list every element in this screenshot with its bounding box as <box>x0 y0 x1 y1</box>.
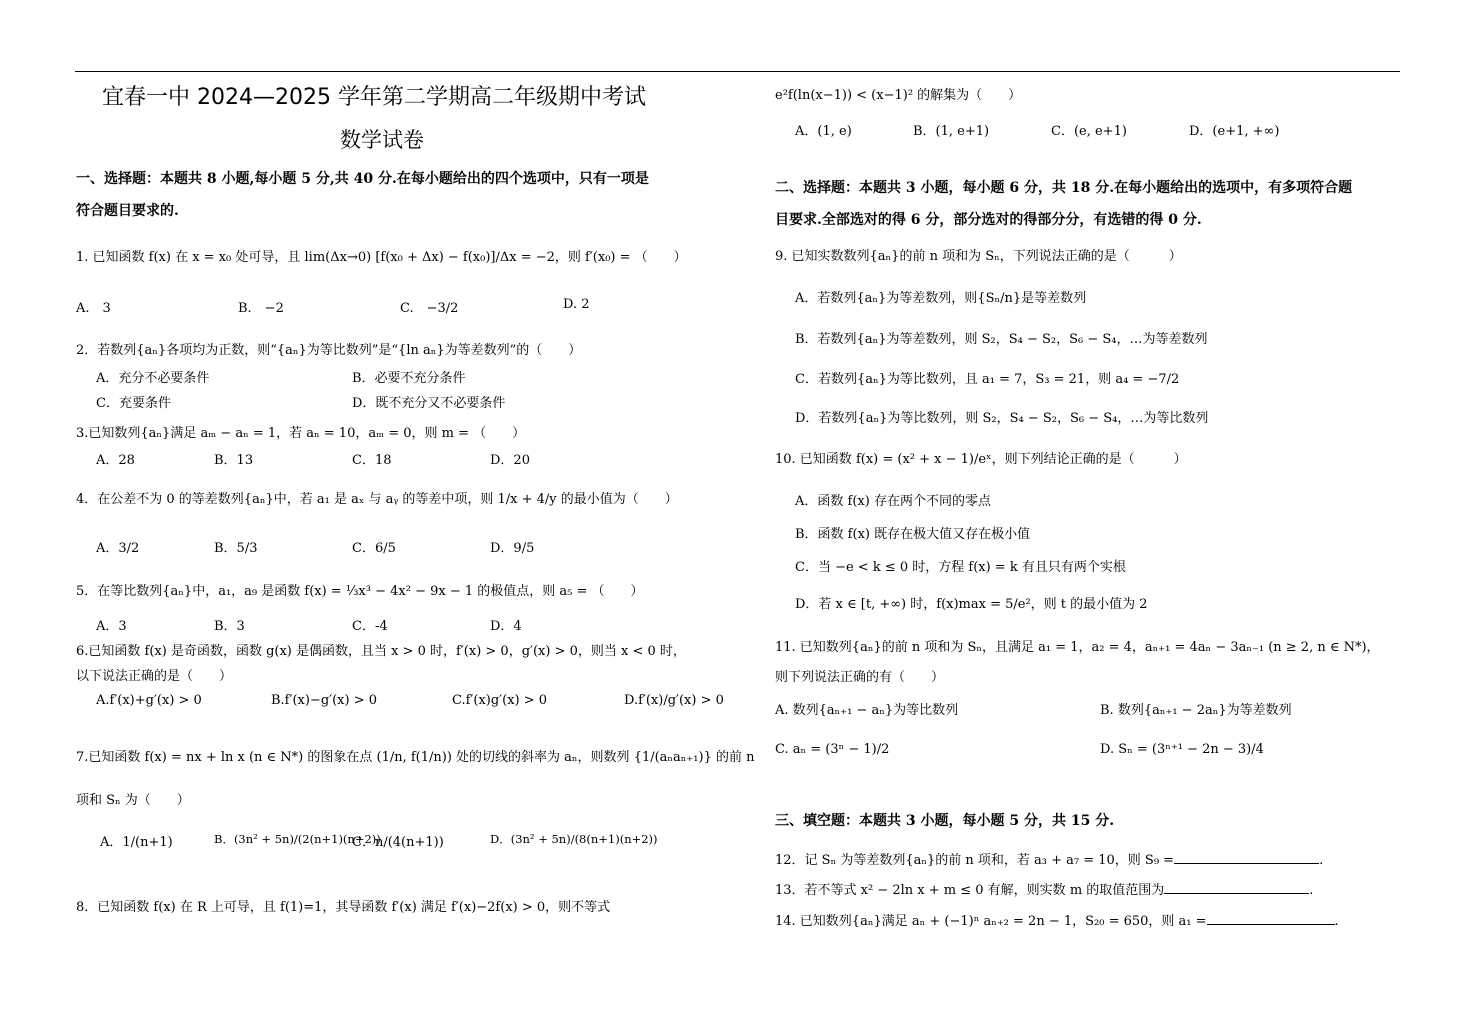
q2-option-d: D．既不充分又不必要条件 <box>352 396 506 411</box>
q10-option-c: C．当 −e < k ≤ 0 时，方程 f(x) = k 有且只有两个实根 <box>795 560 1126 575</box>
q5-option-a: A．3 <box>96 619 127 634</box>
section2-heading-line2: 目要求.全部选对的得 6 分，部分选对的得部分分，有选错的得 0 分. <box>775 212 1202 228</box>
q6-option-d: D.f′(x)/g′(x) > 0 <box>624 693 724 708</box>
q1-option-c: C. −3/2 <box>400 301 459 316</box>
q11-option-d: D. Sₙ = (3ⁿ⁺¹ − 2n − 3)/4 <box>1100 742 1264 757</box>
section3-heading: 三、填空题：本题共 3 小题，每小题 5 分，共 15 分. <box>775 813 1115 829</box>
q7-option-b: B．(3n² + 5n)/(2(n+1)(n+2)) <box>214 832 381 846</box>
q10-option-b: B．函数 f(x) 既存在极大值又存在极小值 <box>795 527 1031 542</box>
q4-option-d: D．9/5 <box>490 541 535 556</box>
q5-option-b: B．3 <box>214 619 245 634</box>
q14-row <box>775 910 1339 929</box>
q11-text-line1: 11. 已知数列{aₙ}的前 n 项和为 Sₙ，且满足 a₁ = 1，a₂ = 4，aₙ₊₁ = 4aₙ − 3aₙ₋₁ (n ≥ 2, n ∈ N*)， <box>775 640 1380 655</box>
q10-option-a: A．函数 f(x) 存在两个不同的零点 <box>795 494 991 509</box>
q8-option-b: B．(1, e+1) <box>913 124 990 139</box>
q6-text-line2: 以下说法正确的是（ ） <box>76 669 233 684</box>
q3-option-c: C．18 <box>352 453 392 468</box>
q14-end: . <box>1334 914 1339 929</box>
q1-text: 1. 已知函数 f(x) 在 x = x₀ 处可导，且 lim(Δx→0) [f(x₀ + Δx) − f(x₀)]/Δx = −2，则 f′(x₀) = （ ） <box>76 250 687 265</box>
q5-option-d: D．4 <box>490 619 522 634</box>
q7-text-line1: 7.已知函数 f(x) = nx + ln x (n ∈ N*) 的图象在点 (1/n, f(1/n)) 处的切线的斜率为 aₙ，则数列 {1/(aₙaₙ₊₁)} 的前 n <box>76 750 755 765</box>
q6-option-c: C.f′(x)g′(x) > 0 <box>452 693 548 708</box>
q9-option-a: A．若数列{aₙ}为等差数列，则{Sₙ/n}是等差数列 <box>795 291 1087 306</box>
section2-heading-line1: 二、选择题：本题共 3 小题，每小题 6 分，共 18 分.在每小题给出的选项中，有多项符合题 <box>775 180 1353 196</box>
q5-text: 5．在等比数列{aₙ}中，a₁，a₉ 是函数 f(x) = ⅓x³ − 4x² − 9x − 1 的极值点，则 a₅ = （ ） <box>76 584 644 599</box>
q9-text: 9. 已知实数数列{aₙ}的前 n 项和为 Sₙ，下列说法正确的是（ ） <box>775 249 1182 264</box>
q12-row <box>775 849 1323 868</box>
exam-subtitle: 数学试卷 <box>340 128 424 152</box>
q7-option-d: D．(3n² + 5n)/(8(n+1)(n+2)) <box>490 832 658 846</box>
q3-text: 3.已知数列{aₙ}满足 aₘ − aₙ = 1，若 aₙ = 10，aₘ = 0，则 m = （ ） <box>76 426 526 441</box>
q5-option-c: C．-4 <box>352 619 388 634</box>
q10-option-d: D．若 x ∈ [t, +∞) 时，f(x)max = 5/e²，则 t 的最小值为 2 <box>795 597 1148 612</box>
q13-answer-blank[interactable] <box>1164 881 1309 894</box>
q11-option-b: B. 数列{aₙ₊₁ − 2aₙ}为等差数列 <box>1100 703 1292 718</box>
q12-text: 12．记 Sₙ 为等差数列{aₙ}的前 n 项和，若 a₃ + a₇ = 10，则 S₉ = <box>775 853 1175 868</box>
q4-option-c: C．6/5 <box>352 541 396 556</box>
q9-option-c: C．若数列{aₙ}为等比数列，且 a₁ = 7，S₃ = 21，则 a₄ = −7/2 <box>795 372 1180 387</box>
q8-option-a: A．(1, e) <box>795 124 852 139</box>
q10-text: 10. 已知函数 f(x) = (x² + x − 1)/eˣ，则下列结论正确的是（ ） <box>775 452 1187 467</box>
q7-option-a: A．1/(n+1) <box>100 835 173 850</box>
q13-end: . <box>1309 883 1314 898</box>
q4-option-b: B．5/3 <box>214 541 258 556</box>
q7-text-line2: 项和 Sₙ 为（ ） <box>76 793 190 808</box>
q14-answer-blank[interactable] <box>1207 912 1335 925</box>
q6-text-line1: 6.已知函数 f(x) 是奇函数，函数 g(x) 是偶函数，且当 x > 0 时，f′(x) > 0，g′(x) > 0，则当 x < 0 时， <box>76 644 686 659</box>
q8-text-line1: 8．已知函数 f(x) 在 R 上可导，且 f(1)=1，其导函数 f′(x) 满足 f′(x)−2f(x) > 0，则不等式 <box>76 900 611 915</box>
q6-option-a: A.f′(x)+g′(x) > 0 <box>96 693 202 708</box>
q8-text-line2: e²f(ln(x−1)) < (x−1)² 的解集为（ ） <box>775 88 1022 103</box>
q12-answer-blank[interactable] <box>1174 851 1319 864</box>
exam-title: 宜春一中 2024—2025 学年第二学期高二年级期中考试 <box>102 85 646 110</box>
q2-option-c: C．充要条件 <box>96 396 171 411</box>
q11-option-c: C. aₙ = (3ⁿ − 1)/2 <box>775 742 890 757</box>
q8-option-c: C．(e, e+1) <box>1051 124 1127 139</box>
q2-text: 2．若数列{aₙ}各项均为正数，则“{aₙ}为等比数列”是“{ln aₙ}为等差数列”的（ ） <box>76 343 582 358</box>
q2-option-a: A．充分不必要条件 <box>96 371 210 386</box>
q1-option-b: B. −2 <box>238 301 284 316</box>
q9-option-d: D．若数列{aₙ}为等比数列，则 S₂，S₄ − S₂，S₆ − S₄，…为等比数列 <box>795 411 1209 426</box>
section1-heading-line2: 符合题目要求的. <box>76 203 179 219</box>
top-rule <box>75 71 1400 72</box>
q9-option-b: B．若数列{aₙ}为等差数列，则 S₂，S₄ − S₂，S₆ − S₄，…为等差数列 <box>795 332 1208 347</box>
q3-option-a: A．28 <box>96 453 135 468</box>
q3-option-d: D．20 <box>490 453 530 468</box>
q4-option-a: A．3/2 <box>96 541 140 556</box>
q2-option-b: B．必要不充分条件 <box>352 371 466 386</box>
section1-heading-line1: 一、选择题：本题共 8 小题,每小题 5 分,共 40 分.在每小题给出的四个选项中，只有一项是 <box>76 171 649 187</box>
q4-text: 4．在公差不为 0 的等差数列{aₙ}中，若 a₁ 是 aₓ 与 aᵧ 的等差中项，则 1/x + 4/y 的最小值为（ ） <box>76 492 678 507</box>
q13-row <box>775 879 1313 898</box>
q8-option-d: D．(e+1, +∞) <box>1189 124 1280 139</box>
q7-option-c: C．n/(4(n+1)) <box>352 835 444 850</box>
q1-option-d: D. 2 <box>563 297 590 312</box>
q11-text-line2: 则下列说法正确的有（ ） <box>775 670 945 685</box>
q14-text: 14. 已知数列{aₙ}满足 aₙ + (−1)ⁿ aₙ₊₂ = 2n − 1，S₂₀ = 650，则 a₁ = <box>775 914 1207 929</box>
q13-text: 13．若不等式 x² − 2ln x + m ≤ 0 有解，则实数 m 的取值范围为 <box>775 883 1165 898</box>
q1-option-a: A. 3 <box>76 301 111 316</box>
q11-option-a: A. 数列{aₙ₊₁ − aₙ}为等比数列 <box>775 703 959 718</box>
q3-option-b: B．13 <box>214 453 254 468</box>
q12-end: . <box>1319 853 1324 868</box>
q6-option-b: B.f′(x)−g′(x) > 0 <box>271 693 377 708</box>
